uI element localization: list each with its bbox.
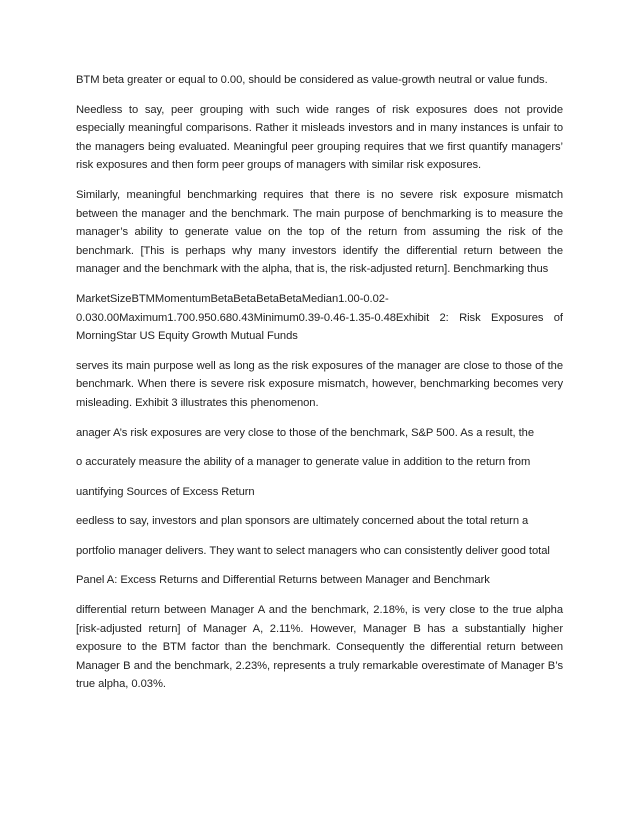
paragraph-needless-fragment: eedless to say, investors and plan sponsors are ultimately concerned about the total return a — [76, 515, 529, 528]
paragraph-benchmarking: Similarly, meaningful benchmarking requires that there is no severe risk exposure mismatch between the manager and the benchmark. The main purpose of benchmarking is to measure the manager’s ability to generate value on the top of the return from assuming the risk of the benchmark. [This is perhaps why many investors identify the differential return between the manager and the benchmark with the alpha, that is, the risk-adjusted return]. Benchmarking thus — [76, 188, 563, 276]
paragraph-benchmark-purpose: serves its main purpose well as long as the risk exposures of the manager are close to those of the benchmark. When there is severe risk exposure mismatch, however, benchmarking becomes very misleading. Exhibit 3 illustrates this phenomenon. — [76, 359, 563, 409]
paragraph-accurately-measure-fragment: o accurately measure the ability of a manager to generate value in addition to the return from — [76, 456, 531, 469]
paragraph-btm-beta: BTM beta greater or equal to 0.00, should be considered as value-growth neutral or value funds. — [76, 74, 548, 86]
paragraph-quantifying-heading: uantifying Sources of Excess Return — [76, 485, 255, 498]
paragraph-manager-a-fragment: anager A’s risk exposures are very close to those of the benchmark, S&P 500. As a result, the — [76, 426, 535, 439]
paragraph-differential-return: differential return between Manager A and the benchmark, 2.18%, is very close to the true alpha [risk-adjusted return] of Manager A, 2.11%. However, Manager B has a substantially higher exposure to the BTM factor than the benchmark. Consequently the differential return between Manager B and the benchmark, 2.23%, represents a truly remarkable overestimate of Manager B’s true alpha, 0.03%. — [76, 604, 563, 691]
document-body — [76, 71, 563, 705]
paragraph-peer-grouping: Needless to say, peer grouping with such wide ranges of risk exposures does not provide especially meaningful comparisons. Rather it misleads investors and in many instances is unfair to the managers being evaluated. Meaningful peer grouping requires that we first quantify managers’ risk exposures and then form peer groups of managers with similar risk exposures. — [76, 103, 563, 172]
paragraph-panel-a-caption: Panel A: Excess Returns and Differential Returns between Manager and Benchmark — [76, 574, 490, 587]
paragraph-exhibit-2-table-text: MarketSizeBTMMomentumBetaBetaBetaBetaMedian1.00-0.02-0.030.00Maximum1.700.950.680.43Minimum0.39-0.46-1.35-0.48Exhibit 2: Risk Exposures of MorningStar US Equity Growth Mutual Funds — [76, 292, 563, 343]
paragraph-total-return: portfolio manager delivers. They want to select managers who can consistently deliver good total — [76, 544, 550, 557]
